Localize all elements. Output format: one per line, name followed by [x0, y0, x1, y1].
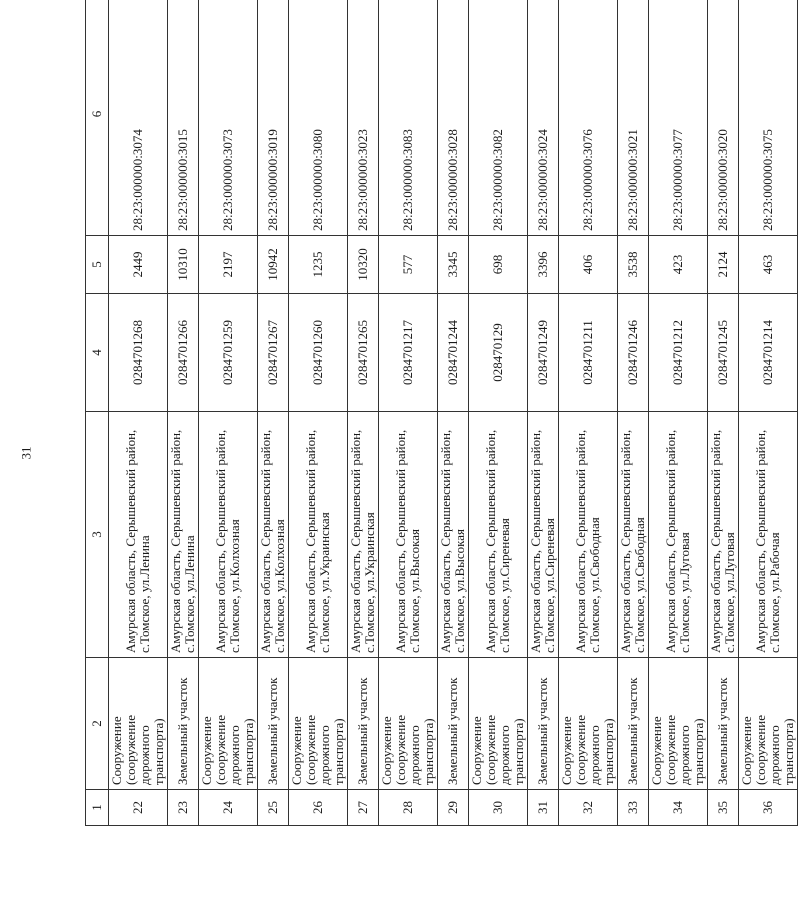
object-type: Сооружение (сооружение дорожного транспорта)	[739, 658, 798, 790]
column-header: 5	[86, 236, 109, 294]
object-type: Земельный участок	[528, 658, 559, 790]
object-type: Земельный участок	[258, 658, 289, 790]
object-type: Сооружение (сооружение дорожного транспорта)	[469, 658, 528, 790]
object-code: 0284701267	[258, 294, 289, 412]
column-header: 3	[86, 412, 109, 658]
object-type: Сооружение (сооружение дорожного транспорта)	[109, 658, 168, 790]
row-number: 32	[559, 790, 618, 826]
cadastral-number: 28:23:000000:3023	[348, 0, 379, 236]
page-number: 31	[18, 446, 34, 460]
object-code: 0284701246	[618, 294, 649, 412]
table-row	[649, 0, 708, 826]
cadastral-number: 28:23:000000:3015	[168, 0, 199, 236]
object-code: 0284701212	[649, 294, 708, 412]
object-type: Сооружение (сооружение дорожного транспорта)	[559, 658, 618, 790]
object-code: 028470129	[469, 294, 528, 412]
object-code: 0284701268	[109, 294, 168, 412]
table-row	[258, 0, 289, 826]
object-address: Амурская область, Серышевский район, с.Томское, ул.Украинская	[348, 412, 379, 658]
object-code: 0284701265	[348, 294, 379, 412]
row-number: 23	[168, 790, 199, 826]
object-address: Амурская область, Серышевский район, с.Томское, ул.Колхозная	[258, 412, 289, 658]
object-area: 3345	[438, 236, 469, 294]
object-area: 3396	[528, 236, 559, 294]
column-header: 6	[86, 0, 109, 236]
object-type: Сооружение (сооружение дорожного транспорта)	[199, 658, 258, 790]
object-type: Земельный участок	[708, 658, 739, 790]
object-code: 0284701214	[739, 294, 798, 412]
column-header: 1	[86, 790, 109, 826]
object-area: 423	[649, 236, 708, 294]
object-type: Сооружение (сооружение дорожного транспорта)	[289, 658, 348, 790]
object-code: 0284701266	[168, 294, 199, 412]
row-number: 30	[469, 790, 528, 826]
row-number: 31	[528, 790, 559, 826]
table-row	[379, 0, 438, 826]
table-row	[618, 0, 649, 826]
object-type: Сооружение (сооружение дорожного транспорта)	[379, 658, 438, 790]
cadastral-number: 28:23:000000:3021	[618, 0, 649, 236]
property-register-table	[85, 0, 798, 826]
object-area: 2449	[109, 236, 168, 294]
object-area: 10320	[348, 236, 379, 294]
table-row	[708, 0, 739, 826]
table-row	[739, 0, 798, 826]
cadastral-number: 28:23:000000:3077	[649, 0, 708, 236]
object-code: 0284701249	[528, 294, 559, 412]
object-address: Амурская область, Серышевский район, с.Томское, ул.Луговая	[708, 412, 739, 658]
object-type: Земельный участок	[168, 658, 199, 790]
object-address: Амурская область, Серышевский район, с.Томское, ул.Колхозная	[199, 412, 258, 658]
cadastral-number: 28:23:000000:3020	[708, 0, 739, 236]
object-address: Амурская область, Серышевский район, с.Томское, ул.Сиреневая	[528, 412, 559, 658]
cadastral-number: 28:23:000000:3080	[289, 0, 348, 236]
row-number: 36	[739, 790, 798, 826]
object-address: Амурская область, Серышевский район, с.Томское, ул.Свободная	[618, 412, 649, 658]
object-type: Сооружение (сооружение дорожного транспорта)	[649, 658, 708, 790]
table-row	[438, 0, 469, 826]
object-address: Амурская область, Серышевский район, с.Томское, ул.Высокая	[379, 412, 438, 658]
cadastral-number: 28:23:000000:3074	[109, 0, 168, 236]
cadastral-number: 28:23:000000:3075	[739, 0, 798, 236]
cadastral-number: 28:23:000000:3083	[379, 0, 438, 236]
object-area: 577	[379, 236, 438, 294]
object-area: 406	[559, 236, 618, 294]
row-number: 33	[618, 790, 649, 826]
object-area: 2197	[199, 236, 258, 294]
cadastral-number: 28:23:000000:3073	[199, 0, 258, 236]
object-address: Амурская область, Серышевский район, с.Томское, ул.Ленина	[168, 412, 199, 658]
table-body	[109, 0, 798, 826]
object-area: 10310	[168, 236, 199, 294]
object-address: Амурская область, Серышевский район, с.Томское, ул.Высокая	[438, 412, 469, 658]
object-area: 2124	[708, 236, 739, 294]
table-row	[199, 0, 258, 826]
object-address: Амурская область, Серышевский район, с.Томское, ул.Рабочая	[739, 412, 798, 658]
object-address: Амурская область, Серышевский район, с.Томское, ул.Ленина	[109, 412, 168, 658]
row-number: 28	[379, 790, 438, 826]
table-row	[469, 0, 528, 826]
row-number: 24	[199, 790, 258, 826]
table-row	[528, 0, 559, 826]
object-code: 0284701245	[708, 294, 739, 412]
row-number: 34	[649, 790, 708, 826]
column-header: 2	[86, 658, 109, 790]
table-row	[168, 0, 199, 826]
object-address: Амурская область, Серышевский район, с.Томское, ул.Луговая	[649, 412, 708, 658]
object-area: 698	[469, 236, 528, 294]
object-area: 10942	[258, 236, 289, 294]
cadastral-number: 28:23:000000:3028	[438, 0, 469, 236]
row-number: 29	[438, 790, 469, 826]
cadastral-number: 28:23:000000:3024	[528, 0, 559, 236]
object-type: Земельный участок	[618, 658, 649, 790]
object-area: 1235	[289, 236, 348, 294]
object-area: 3538	[618, 236, 649, 294]
cadastral-number: 28:23:000000:3019	[258, 0, 289, 236]
column-header: 4	[86, 294, 109, 412]
object-type: Земельный участок	[348, 658, 379, 790]
object-code: 0284701217	[379, 294, 438, 412]
row-number: 22	[109, 790, 168, 826]
table-row	[109, 0, 168, 826]
table-row	[289, 0, 348, 826]
object-type: Земельный участок	[438, 658, 469, 790]
object-area: 463	[739, 236, 798, 294]
object-address: Амурская область, Серышевский район, с.Томское, ул.Свободная	[559, 412, 618, 658]
row-number: 35	[708, 790, 739, 826]
row-number: 27	[348, 790, 379, 826]
object-code: 0284701244	[438, 294, 469, 412]
table-row	[348, 0, 379, 826]
object-code: 0284701259	[199, 294, 258, 412]
object-address: Амурская область, Серышевский район, с.Томское, ул.Украинская	[289, 412, 348, 658]
object-address: Амурская область, Серышевский район, с.Томское, ул.Сиреневая	[469, 412, 528, 658]
cadastral-number: 28:23:000000:3076	[559, 0, 618, 236]
object-code: 0284701260	[289, 294, 348, 412]
table-row	[559, 0, 618, 826]
header-row	[86, 0, 109, 826]
rotated-table-wrapper	[85, 0, 796, 826]
object-code: 0284701211	[559, 294, 618, 412]
cadastral-number: 28:23:000000:3082	[469, 0, 528, 236]
row-number: 25	[258, 790, 289, 826]
row-number: 26	[289, 790, 348, 826]
